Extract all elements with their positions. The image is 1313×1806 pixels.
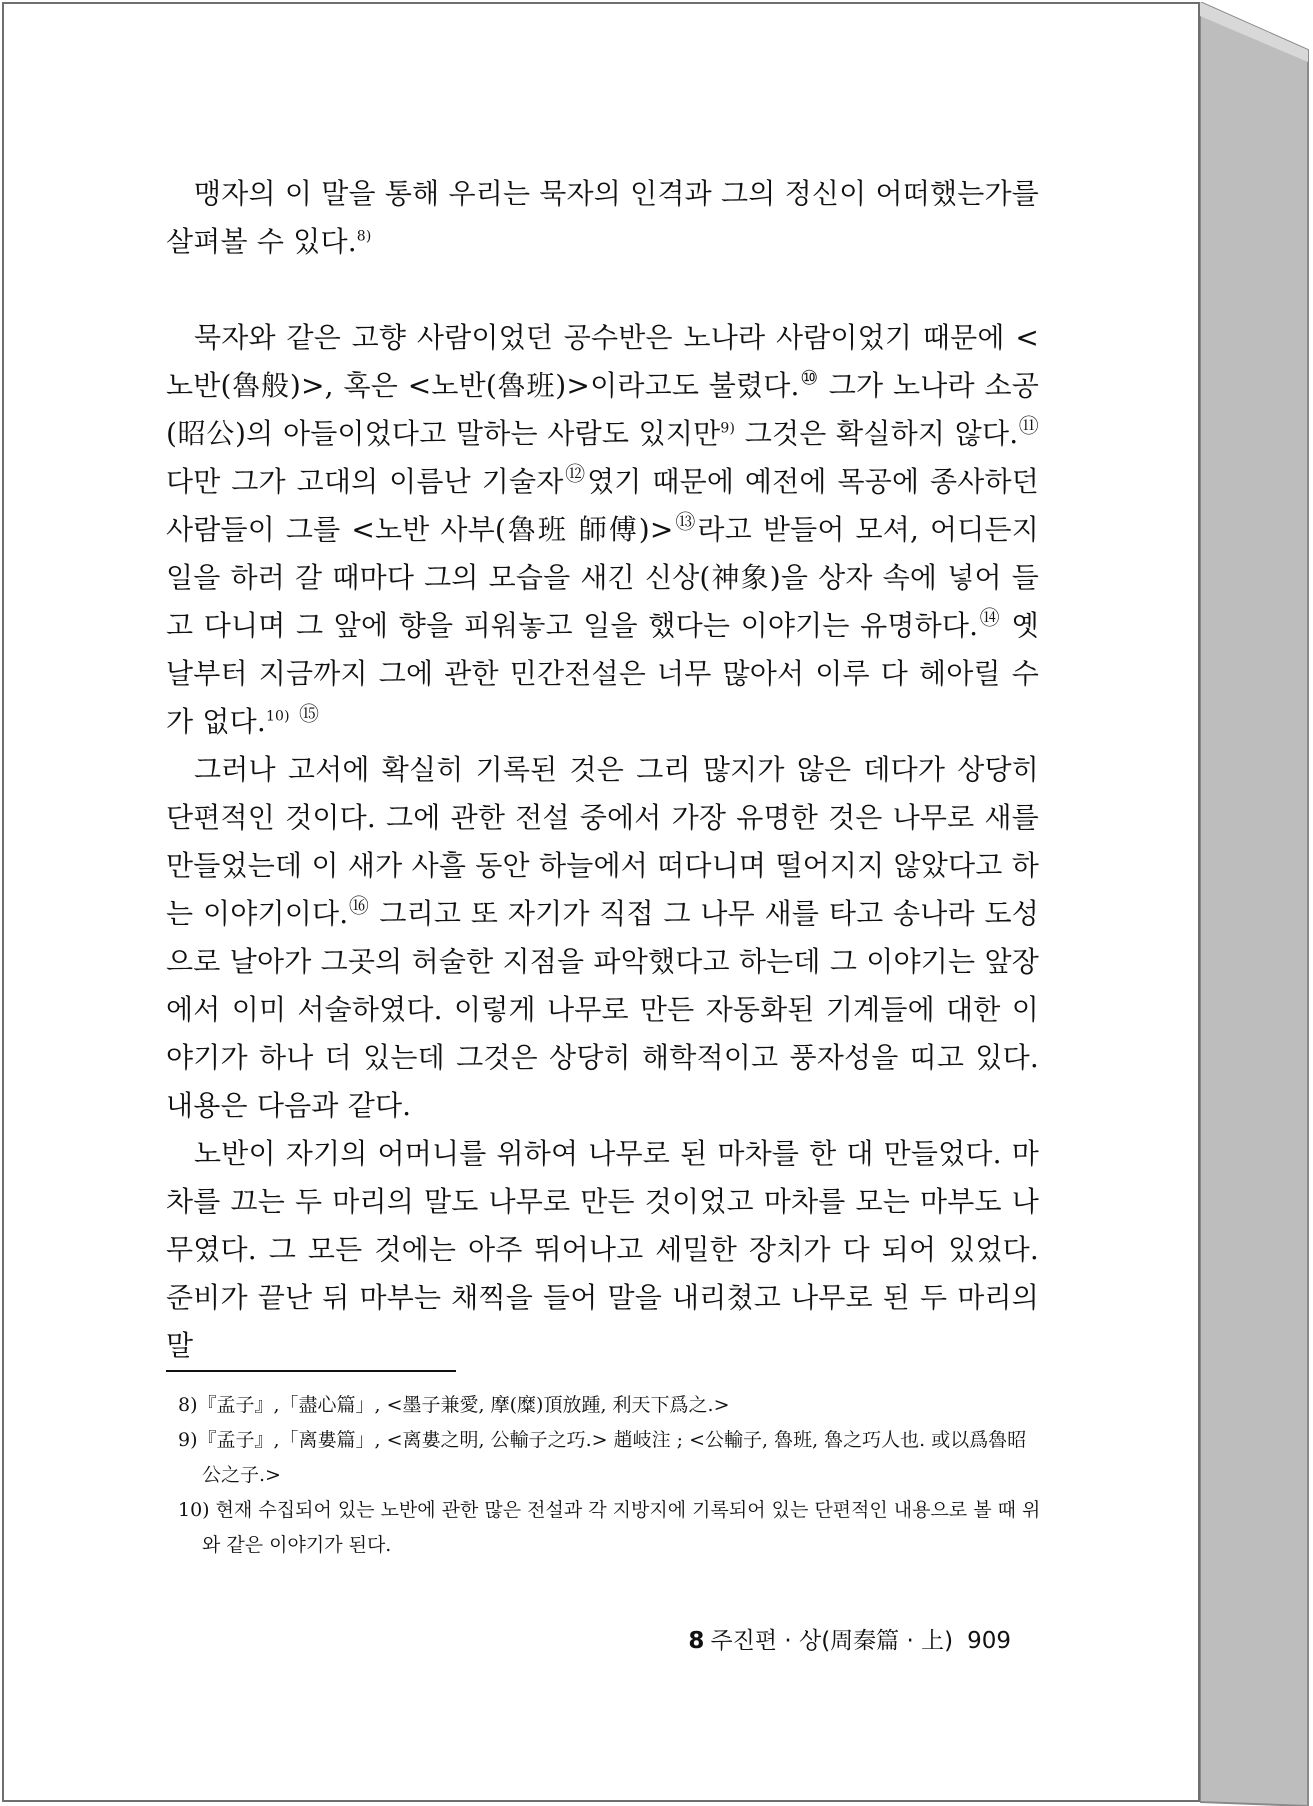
footnotes [178,1388,1044,1563]
footnote-9: 9)『孟子』,「离婁篇」, <离婁之明, 公輸子之巧.> 趙岐注 ; <公輸子, 魯班, 魯之巧人也. 或以爲魯昭公之子.> [178,1429,1027,1486]
endnote-ref-11[interactable]: ⑪ [1018,413,1039,438]
paragraph-2-part-f: 옛날부터 지금까지 그에 관한 민간전설은 너무 많아서 이루 다 헤아릴 수가 없다. [166,609,1039,738]
chapter-number: 8 [688,1628,705,1654]
paragraph-1 [166,170,1039,266]
footnote-8: 8)『孟子』,「盡心篇」, <墨子兼愛, 摩(糜)頂放踵, 利天下爲之.> [178,1394,730,1416]
footnote-ref-8[interactable]: 8) [356,228,372,245]
paragraph-2-text: 묵자와 같은 고향 사람이었던 공수반은 노나라 사람이었기 때문에 <노반(魯般)>, 혹은 <노반(魯班)>이라고도 불렸다. [166,321,1039,402]
paragraph-1-text: 맹자의 이 말을 통해 우리는 묵자의 인격과 그의 정신이 어떠했는가를 살펴볼 수 있다. [166,177,1039,258]
paragraph-2-part-e: 라고 받들어 모셔, 어디든지 일을 하러 갈 때마다 그의 모습을 새긴 신상(神象)을 상자 속에 넣어 들고 다니며 그 앞에 향을 피워놓고 일을 했다는 이야기는 유명하다. [166,513,1039,642]
paragraph-3-tail: 그리고 또 자기가 직접 그 나무 새를 타고 송나라 도성으로 날아가 그곳의 허술한 지점을 파악했다고 하는데 그 이야기는 앞장에서 이미 서술하였다. 이렇게 나무로 만든 자동화된 기계들에 대한 이야기가 하나 더 있는데 그것은 상당히 해학적이고 풍자성을 띠고 있다. 내용은 다음과 같다. [166,897,1039,1122]
paragraph-2-part-c: 다만 그가 고대의 이름난 기술자 [166,465,564,498]
endnote-ref-10[interactable]: ⑩ [799,365,820,390]
endnote-ref-13[interactable]: ⑬ [673,509,698,534]
endnote-ref-14[interactable]: ⑭ [978,605,1002,630]
endnote-ref-15[interactable]: ⑮ [298,701,320,726]
paragraph-gap [166,266,1039,314]
footnote-divider [166,1370,456,1372]
paragraph-2-part-a: 그가 노나라 소공(昭公)의 아들이었다고 말하는 사람도 있지만 [166,369,1039,450]
paragraph-4-text: 노반이 자기의 어머니를 위하여 나무로 된 마차를 한 대 만들었다. 마차를 끄는 두 마리의 말도 나무로 만든 것이었고 마차를 모는 마부도 나무였다. 그 모든 것에는 아주 뛰어나고 세밀한 장치가 다 되어 있었다. 준비가 끝난 뒤 마부는 채찍을 들어 말을 내리쳤고 나무로 된 두 마리의 말 [166,1137,1039,1362]
paragraph-2 [166,314,1039,746]
endnote-ref-16[interactable]: ⑯ [348,893,370,918]
paragraph-3 [166,746,1039,1130]
footnote-10: 10) 현재 수집되어 있는 노반에 관한 많은 전설과 각 지방지에 기록되어 있는 단편적인 내용으로 볼 때 위와 같은 이야기가 된다. [178,1499,1041,1556]
footnote-ref-10[interactable]: 10) [265,708,290,725]
chapter-title: 주진편 · 상(周秦篇 · 上) [710,1628,954,1654]
footnote-ref-9[interactable]: 9) [720,420,736,437]
paragraph-2-part-b: 그것은 확실하지 않다. [735,417,1019,450]
body-text [166,170,1039,1370]
endnote-ref-12[interactable]: ⑫ [563,461,588,486]
paragraph-4 [166,1130,1039,1370]
page-number: 909 [967,1628,1011,1654]
paragraph-3-text: 그러나 고서에 확실히 기록된 것은 그리 많지가 않은 데다가 상당히 단편적인 것이다. 그에 관한 전설 중에서 가장 유명한 것은 나무로 새를 만들었는데 이 새가 사흘 동안 하늘에서 떠다니며 떨어지지 않았다고 하는 이야기이다. [166,753,1039,930]
running-footer [688,1622,1011,1655]
paragraph-2-part-d: 였기 때문에 예전에 목공에 종사하던 사람들이 그를 <노반 사부(魯班 師傅)> [166,465,1039,546]
